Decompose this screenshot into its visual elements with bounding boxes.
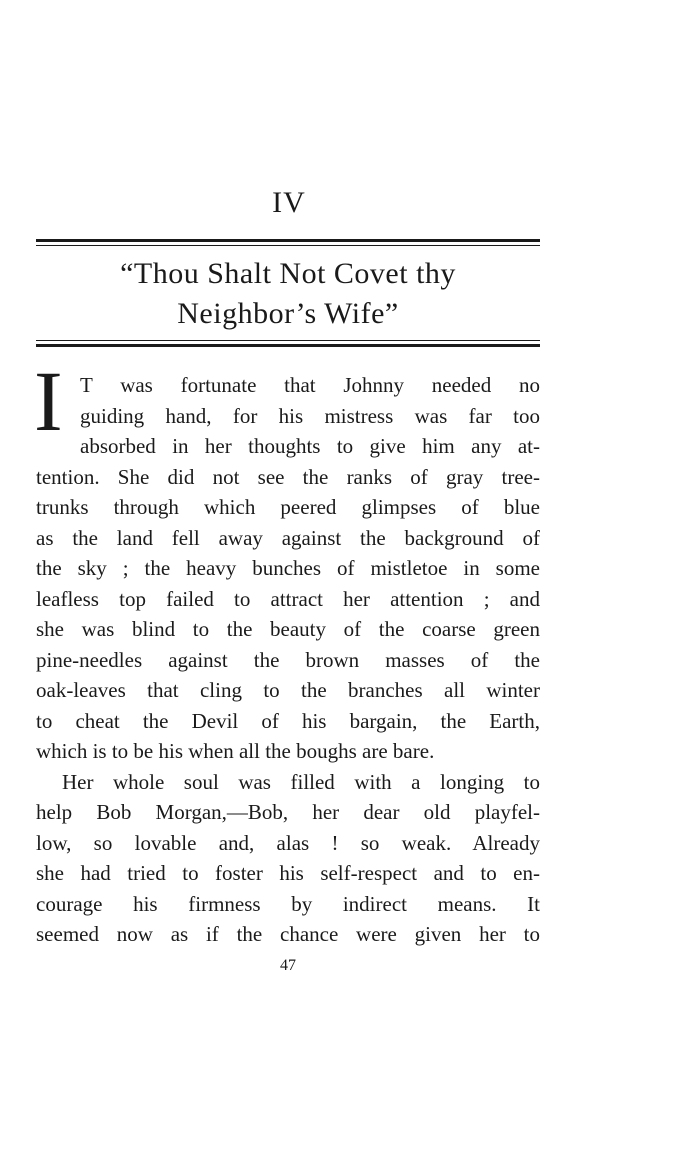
body-line: low, so lovable and, alas ! so weak. Already (36, 830, 540, 855)
chapter-title (36, 254, 540, 334)
body-line: absorbed in her thoughts to give him any at- (80, 434, 540, 458)
body-line: as the land fell away against the background of (36, 525, 540, 550)
body-line: the sky ; the heavy bunches of mistletoe in some (36, 556, 540, 580)
top-rule-thick (36, 239, 540, 242)
page-number: 47 (280, 957, 296, 974)
body-line: to cheat the Devil of his bargain, the Earth, (36, 708, 540, 733)
body-line: leafless top failed to attract her attention ; and (36, 586, 540, 611)
body-line: she had tried to foster his self-respect and to en- (36, 861, 540, 885)
bottom-rule-thin (36, 340, 540, 341)
drop-cap: I (34, 353, 63, 449)
body-line: oak-leaves that cling to the branches all winter (36, 678, 540, 702)
body-line: guiding hand, for his mistress was far too (80, 403, 540, 428)
body-line: trunks through which peered glimpses of blue (36, 495, 540, 519)
body-line: T was fortunate that Johnny needed no (80, 373, 540, 397)
body-line: tention. She did not see the ranks of gray tree- (36, 464, 540, 489)
body-line: pine-needles against the brown masses of the (36, 647, 540, 672)
bottom-rule-thick (36, 344, 540, 347)
body-line: she was blind to the beauty of the coarse green (36, 617, 540, 641)
body-line: help Bob Morgan,—Bob, her dear old playfel- (36, 800, 540, 824)
chapter-title-line-2: Neighbor’s Wife” (177, 297, 399, 330)
chapter-number: IV (272, 186, 306, 219)
top-rule-thin (36, 245, 540, 246)
body-line: which is to be his when all the boughs are bare. (36, 739, 435, 763)
body-line: courage his firmness by indirect means. It (36, 891, 540, 916)
body-line: Her whole soul was filled with a longing to (62, 769, 540, 794)
body-line: seemed now as if the chance were given her to (36, 922, 540, 946)
chapter-title-line-1: “Thou Shalt Not Covet thy (120, 257, 456, 290)
